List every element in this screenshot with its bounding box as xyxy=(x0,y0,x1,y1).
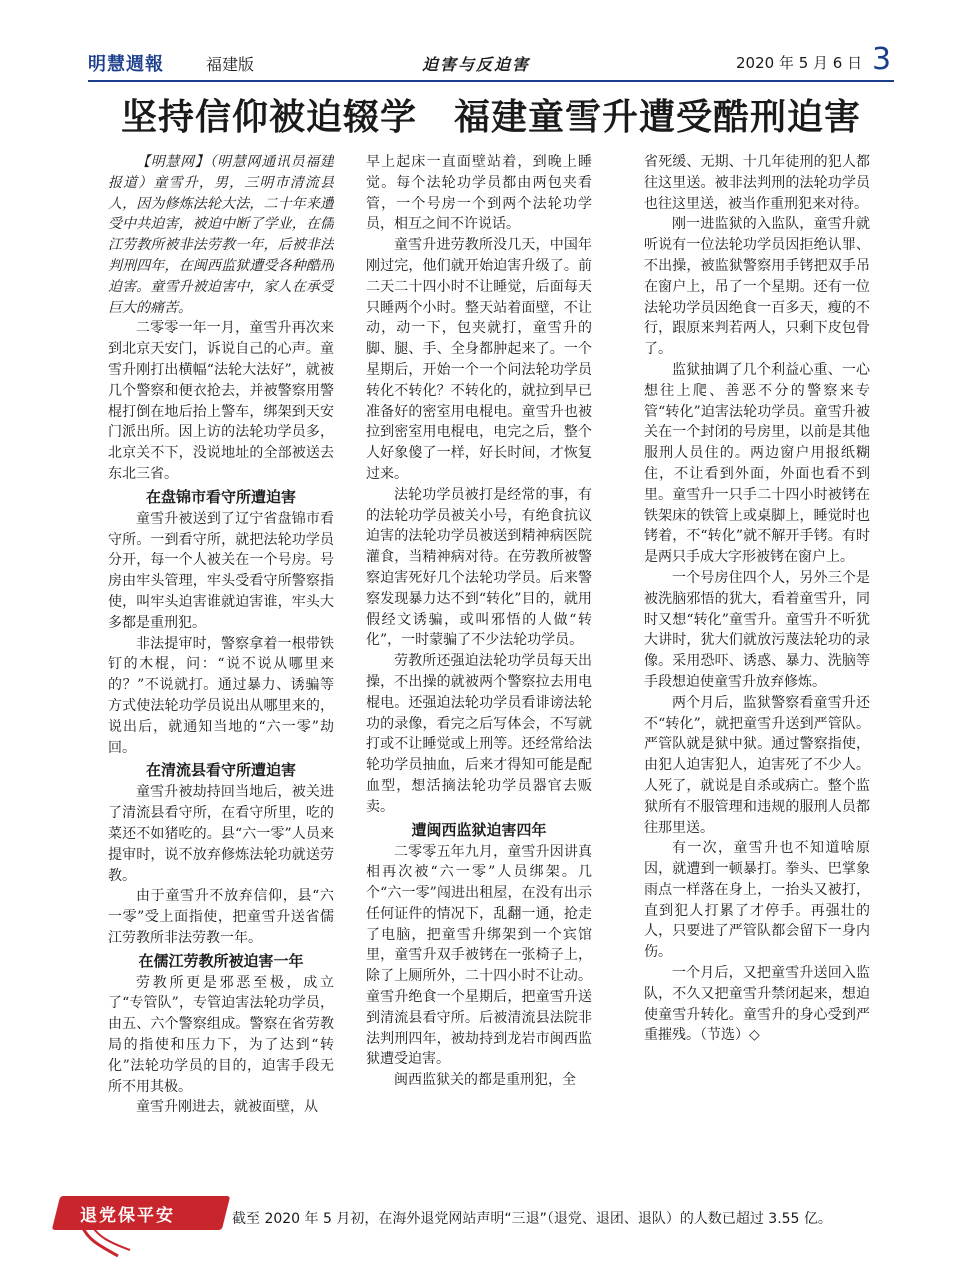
article-paragraph: 劳教所更是邪恶至极，成立了“专管队”，专管迫害法轮功学员，由五、六个警察组成。警察在省劳教局的指使和压力下，为了达到“转化”法轮功学员的目的，迫害手段无所不用其极。 xyxy=(108,974,334,1095)
article-paragraph: 童雪升被劫持回当地后，被关进了清流县看守所，在看守所里，吃的菜还不如猪吃的。县“六一零”人员来提审时，说不放弃修炼法轮功就送劳教。 xyxy=(108,784,334,884)
section-subheading: 在儒江劳教所被迫害一年 xyxy=(138,951,304,970)
article-paragraph: 一个号房住四个人，另外三个是被洗脑邪悟的犹大，看着童雪升，同时又想“转化”童雪升。童雪升不听犹大讲时，犹大们就放污蔑法轮功的录像。采用恐吓、诱惑、暴力、洗脑等手段想迫使童雪升放弃修炼。 xyxy=(644,569,870,690)
article-paragraph: 刚一进监狱的入监队，童雪升就听说有一位法轮功学员因拒绝认罪、不出操，被监狱警察用手铐把双手吊在窗户上，吊了一个星期。还有一位法轮功学员因绝食一百多天，瘦的不行，跟原来判若两人，只剩下皮包骨了。 xyxy=(644,216,870,358)
section-subheading: 在盘锦市看守所遭迫害 xyxy=(145,487,296,506)
page-number: 3 xyxy=(872,42,892,77)
article-column-2 xyxy=(366,152,592,1192)
article-paragraph: 【明慧网】（明慧网通讯员福建报道）童雪升，男，三明市清流县人，因为修炼法轮大法，二十年来遭受中共迫害，被迫中断了学业，在儒江劳教所被非法劳教一年，后被非法判刑四年，在闽西监狱遭受各种酷刑迫害。童雪升被迫害中，家人在承受巨大的痛苦。 xyxy=(108,154,334,316)
newspaper-brand: 明慧週報 xyxy=(88,54,164,75)
article-paragraph: 二零零五年九月，童雪升因讲真相再次被“六一零”人员绑架。几个“六一零”闯进出租屋，在没有出示任何证件的情况下，乱翻一通，抢走了电脑，把童雪升绑架到一个宾馆里，童雪升双手被铐在一张椅子上，除了上厕所外，二十四小时不让动。童雪升绝食一个星期后，把童雪升送到清流县看守所。后被清流县法院非法判刑四年，被劫持到龙岩市闽西监狱遭受迫害。 xyxy=(366,843,592,1068)
ribbon-tail-icon xyxy=(78,1226,138,1260)
article-paragraph: 童雪升被送到了辽宁省盘锦市看守所。一到看守所，就把法轮功学员分开，每一个人被关在一个号房。号房由牢头管理，牢头受看守所警察指使，叫牢头迫害谁就迫害谁，牢头大多都是重刑犯。 xyxy=(108,510,334,631)
article-column-3 xyxy=(644,152,870,1192)
edition-label: 福建版 xyxy=(206,55,255,74)
article-paragraph: 一个月后，又把童雪升送回入监队，不久又把童雪升禁闭起来，想迫使童雪升转化。童雪升的身心受到严重摧残。（节选）◇ xyxy=(644,965,870,1044)
section-subheading: 遭闽西监狱迫害四年 xyxy=(411,820,547,839)
article-paragraph: 由于童雪升不放弃信仰，县“六一零”受上面指使，把童雪升送省儒江劳教所非法劳教一年。 xyxy=(108,888,334,946)
issue-date: 2020 年 5 月 6 日 xyxy=(736,54,863,72)
article-paragraph: 非法提审时，警察拿着一根带铁钉的木棍，问：“说不说从哪里来的？”不说就打。通过暴力、诱骗等方式使法轮功学员说出从哪里来的，说出后，就通知当地的“六一零”劫回。 xyxy=(108,635,334,756)
section-subheading: 在清流县看守所遭迫害 xyxy=(145,761,296,780)
article-paragraph: 童雪升刚进去，就被面壁，从 xyxy=(136,1099,318,1116)
article-headline: 坚持信仰被迫辍学 福建童雪升遭受酷刑迫害 xyxy=(120,96,861,138)
article-paragraph: 省死缓、无期、十几年徒刑的犯人都往这里送。被非法判刑的法轮功学员也往这里送，被当作重刑犯来对待。 xyxy=(644,154,870,212)
article-paragraph: 两个月后，监狱警察看童雪升还不“转化”，就把童雪升送到严管队。严管队就是狱中狱。通过警察指使，由犯人迫害犯人，迫害死了不少人。人死了，就说是自杀或病亡。整个监狱所有不服管理和违规的服刑人员都往那里送。 xyxy=(644,694,870,836)
footer-banner xyxy=(56,1196,894,1236)
footer-notice: 截至 2020 年 5 月初，在海外退党网站声明“三退”（退党、退团、退队）的人数已超过 3.55 亿。 xyxy=(232,1211,832,1227)
masthead xyxy=(88,42,894,80)
article-paragraph: 童雪升进劳教所没几天，中国年刚过完，他们就开始迫害升级了。前二天二十四小时不让睡觉，后面每天只睡两个小时。整天站着面壁，不让动，动一下，包夹就打，童雪升的脚、腿、手、全身都肿起来了。一个星期后，开始一个一个问法轮功学员转化不转化？不转化的，就拉到早已准备好的密室用电棍电。童雪升也被拉到密室用电棍电，电完之后，整个人好象傻了一样，好长时间，才恢复过来。 xyxy=(366,237,592,482)
article-paragraph: 监狱抽调了几个利益心重、一心想往上爬、善恶不分的警察来专管“转化”迫害法轮功学员。童雪升被关在一个封闭的号房里，以前是其他服刑人员住的。两边窗户用报纸糊住，不让看到外面，外面也看不到里。童雪升一只手二十四小时被铐在铁架床的铁管上或桌脚上，睡觉时也铐着，不“转化”就不解开手铐。有时是两只手成大字形被铐在窗户上。 xyxy=(644,361,870,566)
article-paragraph: 二零零一年一月，童雪升再次来到北京天安门，诉说自己的心声。童雪升刚打出横幅“法轮大法好”，就被几个警察和便衣抢去，并被警察用警棍打倒在地后抬上警车，绑架到天安门派出所。因上访的法轮功学员多，北京关不下，没说地址的全部被送去东北三省。 xyxy=(108,320,334,482)
section-title: 迫害与反迫害 xyxy=(422,55,531,74)
header-rule xyxy=(88,80,894,82)
article-paragraph: 早上起床一直面壁站着，到晚上睡觉。每个法轮功学员都由两包夹看管，一个号房一个到两个法轮功学员，相互之间不许说话。 xyxy=(366,154,592,233)
ribbon-label: 退党保平安 xyxy=(80,1206,175,1226)
article-column-1 xyxy=(108,152,334,1192)
article-paragraph: 劳教所还强迫法轮功学员每天出操，不出操的就被两个警察拉去用电棍电。还强迫法轮功学员看诽谤法轮功的录像，看完之后写体会，不写就打或不让睡觉或上刑等。还经常给法轮功学员抽血，后来才得知可能是配血型，想活摘法轮功学员器官去贩卖。 xyxy=(366,653,592,815)
article-paragraph: 闽西监狱关的都是重刑犯，全 xyxy=(394,1072,576,1089)
article-paragraph: 法轮功学员被打是经常的事，有的法轮功学员被关小号，有绝食抗议迫害的法轮功学员被送到精神病医院灌食，当精神病对待。在劳教所被警察迫害死好几个法轮功学员。后来警察发现暴力达不到“转化”目的，就用假经文诱骗，或叫邪悟的人做“转化”，一时蒙骗了不少法轮功学员。 xyxy=(366,486,592,649)
article-paragraph: 有一次，童雪升也不知道啥原因，就遭到一顿暴打。拳头、巴掌象雨点一样落在身上，一抬头又被打，直到犯人打累了才停手。再强壮的人，只要进了严管队都会留下一身内伤。 xyxy=(644,840,870,961)
